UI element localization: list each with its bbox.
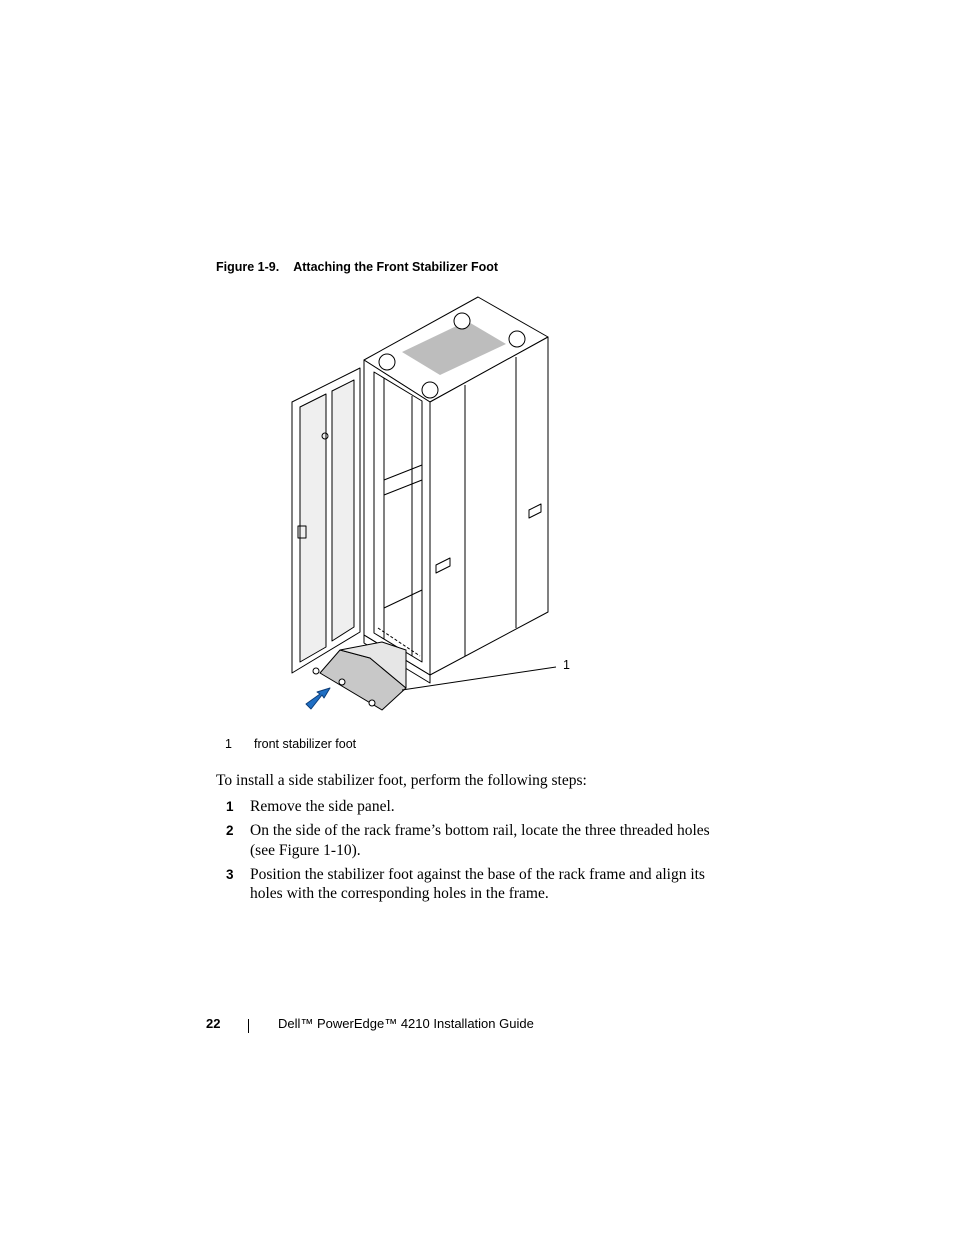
legend-label: front stabilizer foot	[254, 737, 357, 751]
legend-number: 1	[225, 737, 232, 751]
intro-paragraph: To install a side stabilizer foot, perform the following steps:	[216, 772, 587, 789]
figure-number: Figure 1-9.	[216, 260, 280, 274]
caster-hole	[454, 313, 470, 329]
rack-illustration	[280, 290, 590, 720]
step-text: Remove the side panel.	[250, 798, 395, 815]
foot-screw	[313, 668, 319, 674]
foot-screw	[339, 679, 345, 685]
figure-caption	[216, 260, 498, 274]
step-item	[226, 797, 726, 817]
step-text: On the side of the rack frame’s bottom rail, locate the three threaded holes (see Figure 1-10).	[250, 822, 710, 859]
foot-screw	[369, 700, 375, 706]
caster-hole	[509, 331, 525, 347]
caster-hole	[422, 382, 438, 398]
insert-arrow	[306, 688, 330, 709]
step-number: 3	[226, 866, 234, 882]
footer-divider	[248, 1019, 249, 1033]
step-number: 2	[226, 823, 234, 838]
figure-legend	[225, 737, 356, 751]
document-title: Dell™ PowerEdge™ 4210 Installation Guide	[278, 1016, 534, 1031]
step-number: 1	[226, 799, 234, 814]
caster-hole	[379, 354, 395, 370]
step-item	[226, 865, 726, 904]
step-item	[226, 821, 726, 860]
page-number: 22	[206, 1016, 221, 1031]
door-perforation	[332, 380, 354, 641]
step-text: Position the stabilizer foot against the base of the rack frame and align its holes with the corresponding holes in the frame.	[250, 865, 705, 902]
page-footer	[206, 1016, 534, 1031]
callout-number: 1	[563, 658, 570, 672]
front-opening	[374, 372, 422, 662]
step-list	[226, 797, 726, 908]
figure-title: Attaching the Front Stabilizer Foot	[293, 260, 499, 274]
